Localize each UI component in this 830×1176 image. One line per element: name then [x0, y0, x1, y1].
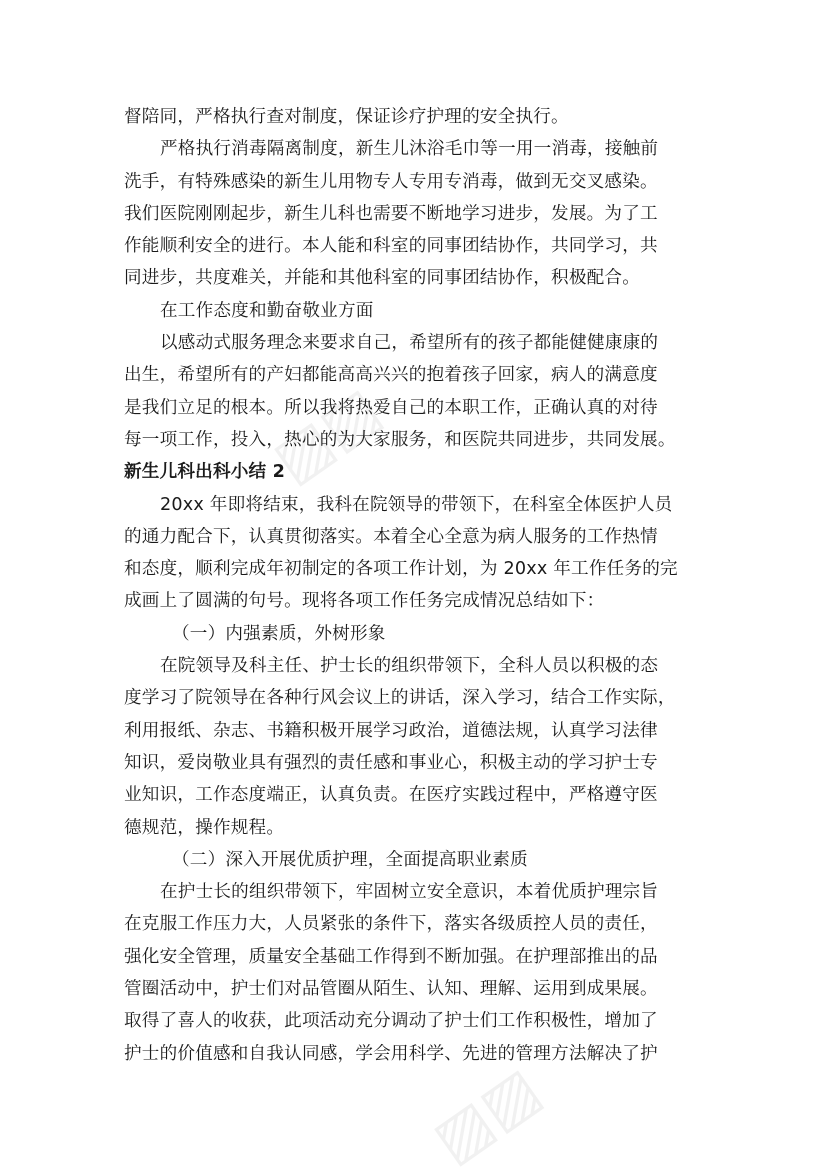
watermark: ▨▨ [420, 1053, 554, 1176]
text-line: 度学习了院领导在各种行风会议上的讲话，深入学习，结合工作实际， [124, 688, 676, 709]
text-line: 知识，爱岗敬业具有强烈的责任感和事业心，积极主动的学习护士专 [124, 752, 658, 773]
text-line: 取得了喜人的收获，此项活动充分调动了护士们工作积极性，增加了 [124, 1011, 658, 1032]
text-line: 20xx 年即将结束，我科在院领导的带领下，在科室全体医护人员 [160, 494, 673, 515]
text-line: 和态度，顺利完成年初制定的各项工作计划，为 20xx 年工作任务的完 [124, 559, 678, 580]
text-line: 德规范，操作规程。 [124, 817, 285, 838]
text-line: 是我们立足的根本。所以我将热爱自己的本职工作，正确认真的对待 [124, 397, 658, 418]
text-line: 强化安全管理，质量安全基础工作得到不断加强。在护理部推出的品 [124, 946, 658, 967]
watermark: ▨▨ [260, 373, 394, 497]
text-line: 在院领导及科主任、护士长的组织带领下，全科人员以积极的态 [160, 656, 659, 677]
text-line: 在护士长的组织带领下，牢固树立安全意识，本着优质护理宗旨 [160, 882, 659, 903]
section-subheading: 在工作态度和勤奋敬业方面 [160, 300, 374, 321]
text-line: 督陪同，严格执行查对制度，保证诊疗护理的安全执行。 [124, 107, 569, 127]
document-body [124, 101, 714, 1070]
text-line: 每一项工作，投入，热心的为大家服务，和医院共同进步，共同发展。 [124, 429, 676, 450]
section-subheading: （一）内强素质，外树形象 [172, 623, 386, 644]
section-heading: 新生儿科出科小结 2 [124, 462, 286, 483]
text-line: 同进步，共度难关，并能和其他科室的同事团结协作，积极配合。 [124, 268, 641, 289]
text-line: 管圈活动中，护士们对品管圈从陌生、认知、理解、运用到成果展。 [124, 979, 658, 1000]
text-line: 以感动式服务理念来要求自己，希望所有的孩子都能健健康康的 [160, 333, 659, 354]
text-line: 成画上了圆满的句号。现将各项工作任务完成情况总结如下： [124, 591, 605, 612]
text-line: 护士的价值感和自我认同感，学会用科学、先进的管理方法解决了护 [124, 1043, 658, 1064]
section-subheading: （二）深入开展优质护理，全面提高职业素质 [172, 849, 528, 870]
text-line: 作能顺利安全的进行。本人能和科室的同事团结协作，共同学习，共 [124, 236, 658, 257]
text-line: 的通力配合下，认真贯彻落实。本着全心全意为病人服务的工作热情 [124, 526, 658, 547]
text-line: 在克服工作压力大，人员紧张的条件下，落实各级质控人员的责任， [124, 914, 658, 935]
text-line: 我们医院刚刚起步，新生儿科也需要不断地学习进步，发展。为了工 [124, 203, 658, 224]
text-line: 利用报纸、杂志、书籍积极开展学习政治，道德法规，认真学习法律 [124, 720, 658, 741]
text-line: 严格执行消毒隔离制度，新生儿沐浴毛巾等一用一消毒，接触前 [160, 139, 659, 160]
text-line: 洗手，有特殊感染的新生儿用物专人专用专消毒，做到无交叉感染。 [124, 171, 658, 192]
text-line: 业知识，工作态度端正，认真负责。在医疗实践过程中，严格遵守医 [124, 785, 658, 806]
text-line: 出生，希望所有的产妇都能高高兴兴的抱着孩子回家，病人的满意度 [124, 365, 658, 386]
